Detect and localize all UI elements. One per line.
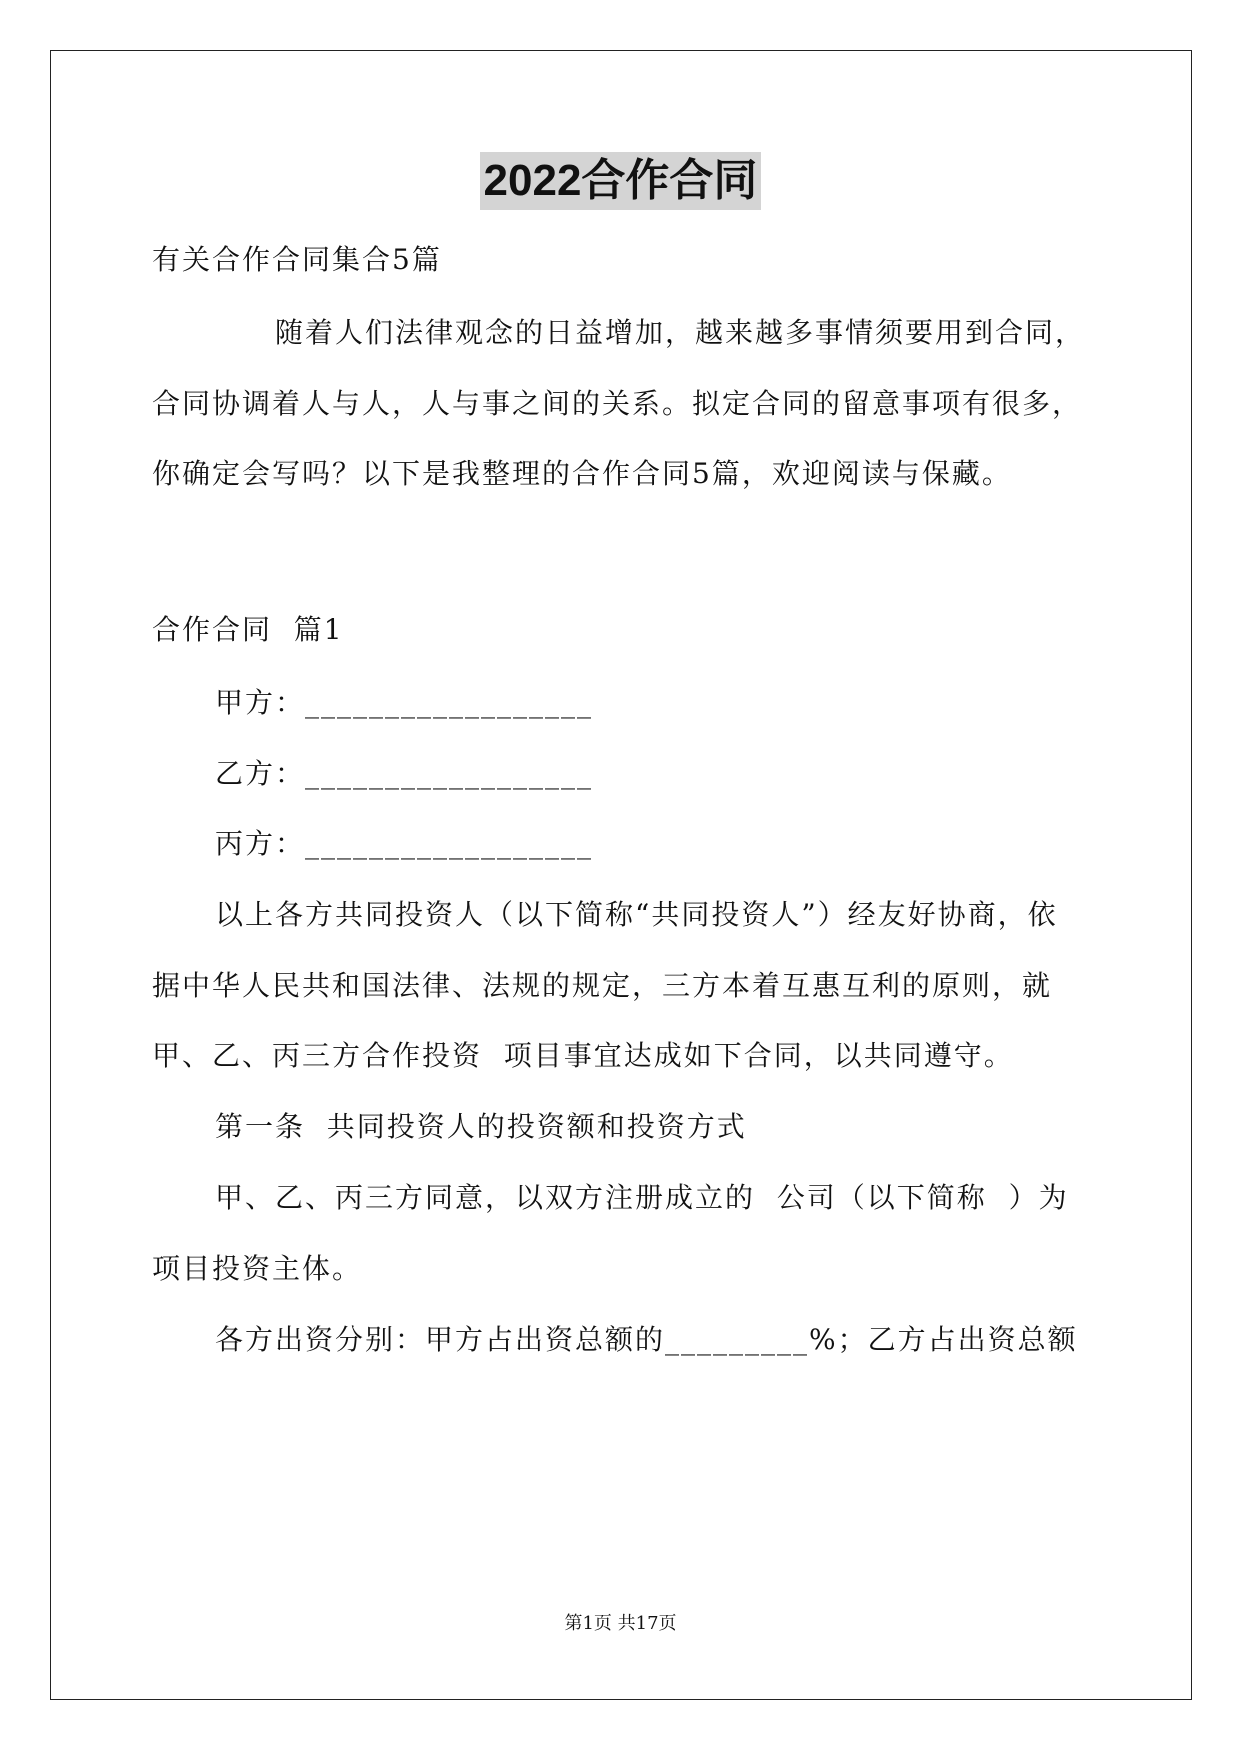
party-b-line: 乙方：__________________ bbox=[215, 757, 594, 790]
article1-title: 第一条 共同投资人的投资额和投资方式 bbox=[215, 1110, 747, 1143]
party-c-line: 丙方：__________________ bbox=[215, 827, 594, 860]
intro-line-3: 你确定会写吗？以下是我整理的合作合同5篇，欢迎阅读与保藏。 bbox=[152, 457, 1012, 490]
para3-line-1: 各方出资分别：甲方占出资总额的_________%；乙方占出资总额 bbox=[215, 1323, 1078, 1356]
section-heading: 合作合同 篇1 bbox=[152, 613, 344, 646]
para1-line-1: 以上各方共同投资人（以下简称“共同投资人”）经友好协商，依 bbox=[215, 898, 1058, 931]
intro-line-1: 随着人们法律观念的日益增加，越来越多事情须要用到合同， bbox=[275, 316, 1086, 349]
para2-line-2: 项目投资主体。 bbox=[152, 1252, 363, 1285]
para1-line-3: 甲、乙、丙三方合作投资 项目事宜达成如下合同，以共同遵守。 bbox=[152, 1039, 1014, 1072]
para1-line-2: 据中华人民共和国法律、法规的规定，三方本着互惠互利的原则，就 bbox=[152, 969, 1053, 1002]
document-subtitle: 有关合作合同集合5篇 bbox=[152, 243, 442, 276]
intro-line-2: 合同协调着人与人，人与事之间的关系。拟定合同的留意事项有很多， bbox=[152, 387, 1083, 420]
document-title: 2022合作合同 bbox=[480, 152, 762, 210]
page-border bbox=[50, 50, 1192, 1700]
page-footer: 第1页 共17页 bbox=[564, 1613, 677, 1634]
party-a-line: 甲方：__________________ bbox=[215, 686, 594, 719]
para2-line-1: 甲、乙、丙三方同意，以双方注册成立的 公司（以下简称 ）为 bbox=[215, 1181, 1069, 1214]
